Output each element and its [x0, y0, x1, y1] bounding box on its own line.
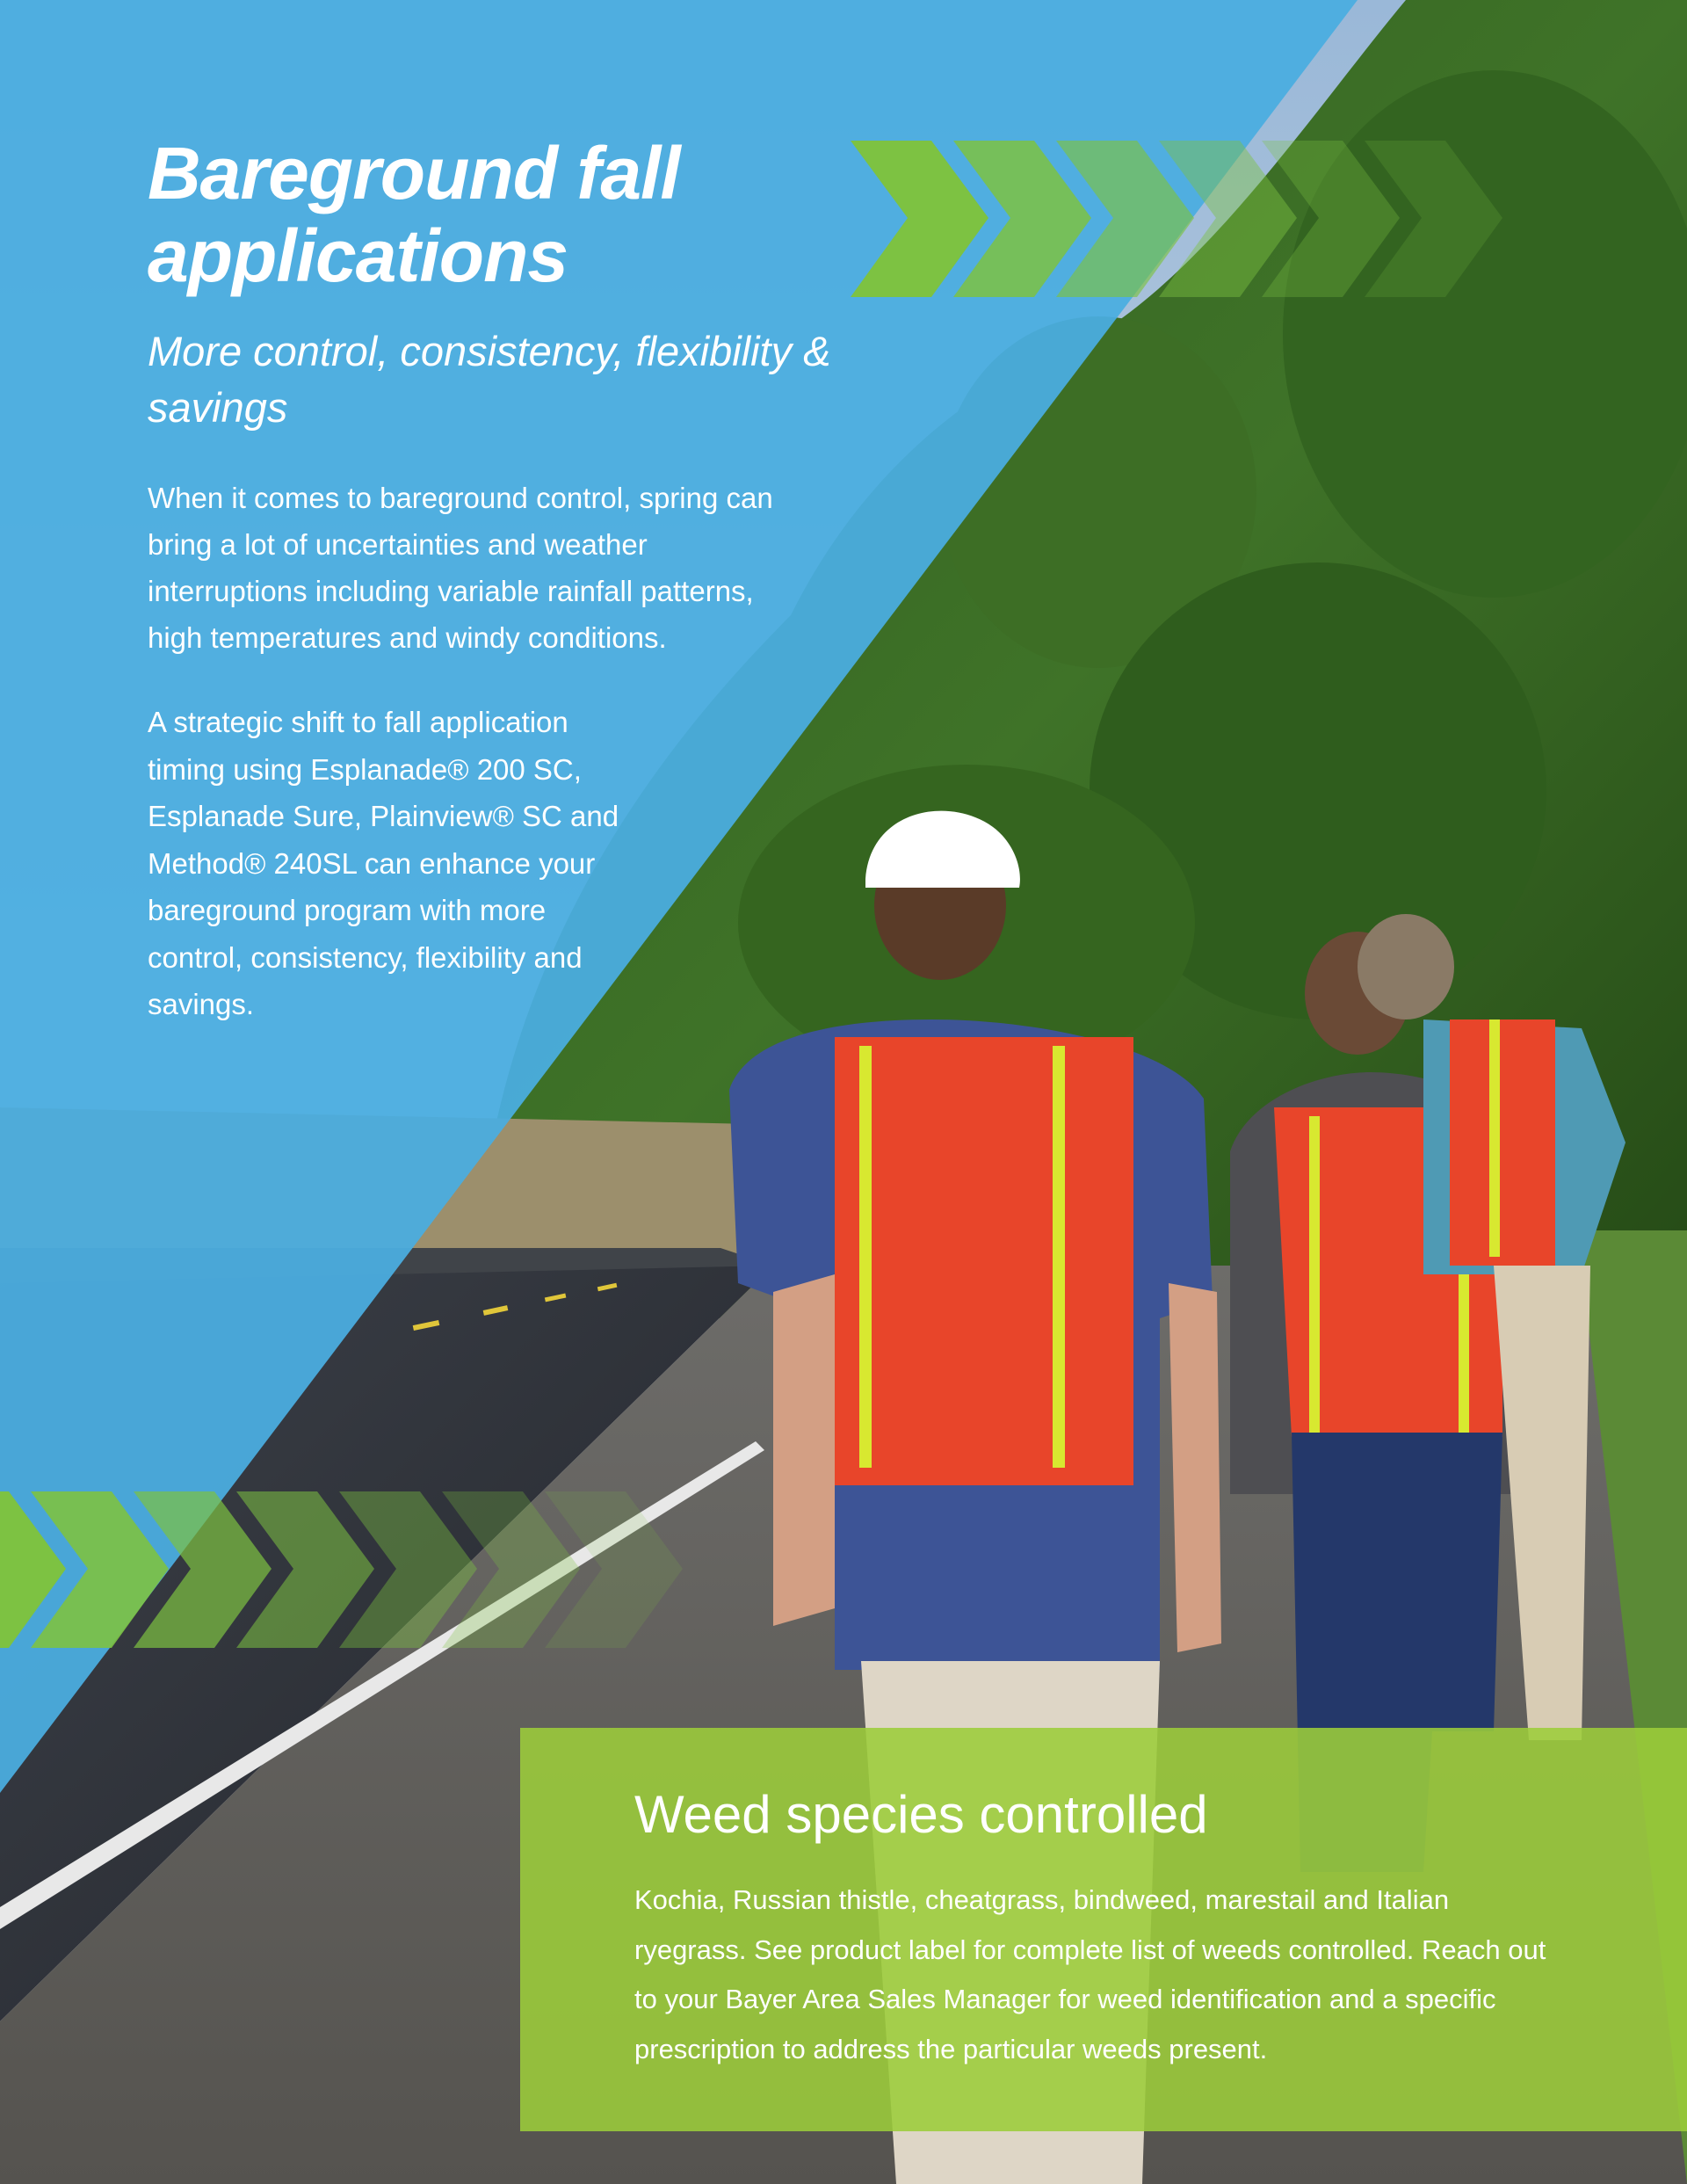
weed-species-box [520, 1728, 1687, 2131]
weed-box-title: Weed species controlled [634, 1785, 1208, 1844]
page-title: Bareground fall applications [148, 132, 680, 297]
intro-paragraph: When it comes to bareground control, spring can bring a lot of uncertainties and weather interruptions including variable rainfall patterns, high temperatures and windy conditions. [148, 482, 773, 654]
strategy-paragraph: A strategic shift to fall application timing using Esplanade® 200 SC, Esplanade Sure, Plainview® SC and Method® 240SL can enhance your bareground program with more control, consistency, flexibility and savings. [148, 706, 619, 1020]
page-subtitle: More control, consistency, flexibility & savings [148, 328, 831, 431]
weed-box-body: Kochia, Russian thistle, cheatgrass, bindweed, marestail and Italian ryegrass. See product label for complete list of weeds controlled. Reach out to your Bayer Area Sales Manager for weed identification and a specific prescription to address the particular weeds present. [634, 1884, 1546, 2064]
bottom-chevron-arrows [0, 1491, 683, 1648]
